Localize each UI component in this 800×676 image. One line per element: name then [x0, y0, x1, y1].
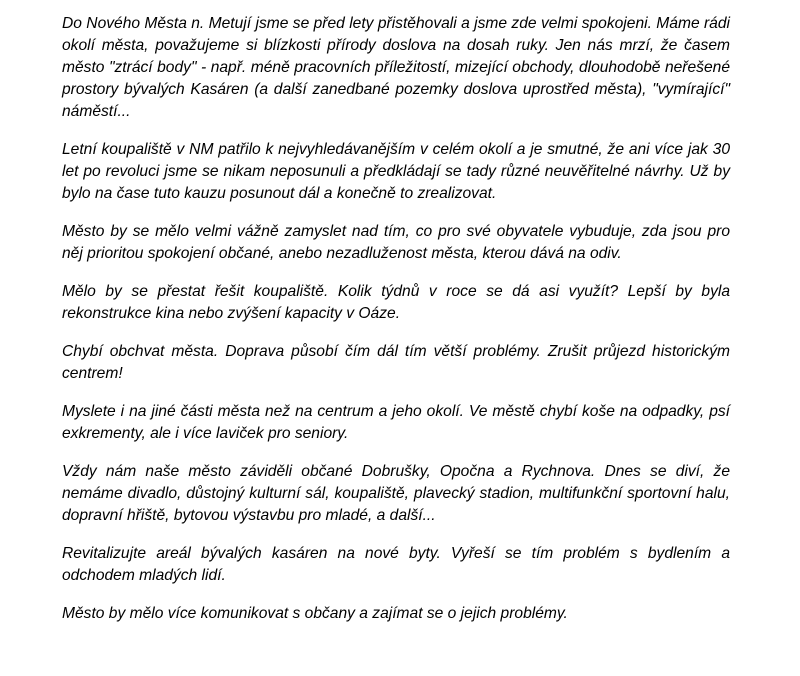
paragraph-4: Mělo by se přestat řešit koupaliště. Kolik týdnů v roce se dá asi využít? Lepší by byla rekonstrukce kina nebo zvýšení kapacity v Oáze.	[62, 283, 730, 322]
paragraph-1: Do Nového Města n. Metují jsme se před lety přistěhovali a jsme zde velmi spokojeni. Máme rádi okolí města, považujeme si blízkosti přírody doslova na dosah ruky. Jen nás mrzí, že časem město "ztrácí body" - např. méně pracovních příležitostí, mizející obchody, dlouhodobě neřešené prostory bývalých Kasáren (a další zanedbané pozemky doslova uprostřed města), "vymírající" náměstí...	[62, 15, 730, 120]
paragraph-9: Město by mělo více komunikovat s občany a zajímat se o jejich problémy.	[62, 605, 568, 622]
paragraph-3: Město by se mělo velmi vážně zamyslet nad tím, co pro své obyvatele vybuduje, zda jsou pro něj prioritou spokojení občané, anebo nezadluženost města, kterou dává na odiv.	[62, 223, 730, 262]
paragraph-6: Myslete i na jiné části města než na centrum a jeho okolí. Ve městě chybí koše na odpadky, psí exkrementy, ale i více laviček pro seniory.	[62, 403, 730, 442]
paragraph-8: Revitalizujte areál bývalých kasáren na nové byty. Vyřeší se tím problém s bydlením a odchodem mladých lidí.	[62, 545, 730, 584]
paragraph-5: Chybí obchvat města. Doprava působí čím dál tím větší problémy. Zrušit průjezd historickým centrem!	[62, 343, 730, 382]
paragraph-2: Letní koupaliště v NM patřilo k nejvyhledávanějším v celém okolí a je smutné, že ani více jak 30 let po revoluci jsme se nikam neposunuli a předkládají se tady různé neuvěřitelné návrhy. Už by bylo na čase tuto kauzu posunout dál a konečně to zrealizovat.	[62, 141, 730, 202]
paragraph-7: Vždy nám naše město záviděli občané Dobrušky, Opočna a Rychnova. Dnes se diví, že nemáme divadlo, důstojný kulturní sál, koupaliště, plavecký stadion, multifunkční sportovní halu, dopravní hřiště, bytovou výstavbu pro mladé, a další...	[62, 463, 730, 524]
